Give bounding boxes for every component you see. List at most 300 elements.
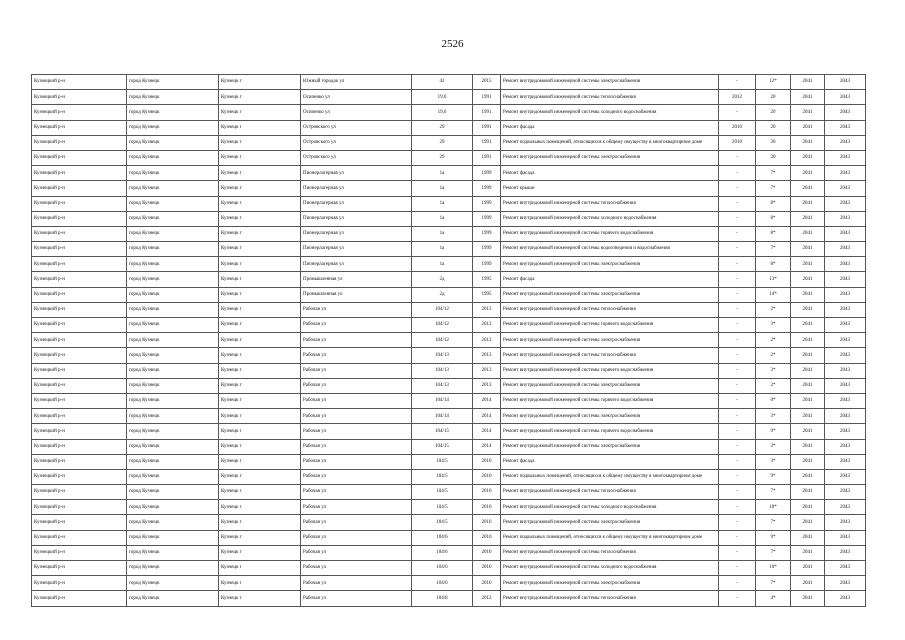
- street-cell: Рабочая ул: [301, 576, 412, 591]
- table-row: [32, 545, 866, 560]
- municipality-cell: город Кузнецк: [127, 591, 219, 606]
- work-type-cell: Ремонт внутридомовой инженерной системы водоотведения и водоснабжения: [501, 242, 719, 257]
- plan-end-year-cell: 2043: [825, 348, 866, 363]
- municipality-cell: город Кузнецк: [127, 424, 219, 439]
- last-repair-year-cell: -: [719, 302, 756, 317]
- last-repair-year-cell: -: [719, 348, 756, 363]
- district-cell: Кузнецкий р-н: [32, 302, 127, 317]
- last-repair-year-cell: -: [719, 272, 756, 287]
- district-cell: Кузнецкий р-н: [32, 393, 127, 408]
- locality-cell: Кузнецк г: [219, 120, 301, 135]
- house-number-cell: 104/6: [412, 545, 473, 560]
- table-body: [32, 75, 866, 607]
- plan-start-year-cell: 2041: [791, 75, 825, 90]
- district-cell: Кузнецкий р-н: [32, 135, 127, 150]
- table-row: [32, 75, 866, 90]
- locality-cell: Кузнецк г: [219, 90, 301, 105]
- plan-end-year-cell: 2043: [825, 135, 866, 150]
- district-cell: Кузнецкий р-н: [32, 439, 127, 454]
- plan-start-year-cell: 2041: [791, 272, 825, 287]
- locality-cell: Кузнецк г: [219, 530, 301, 545]
- plan-end-year-cell: 2043: [825, 591, 866, 606]
- plan-start-year-cell: 2041: [791, 363, 825, 378]
- table-row: [32, 515, 866, 530]
- house-number-cell: 104/15: [412, 439, 473, 454]
- last-repair-year-cell: -: [719, 287, 756, 302]
- locality-cell: Кузнецк г: [219, 545, 301, 560]
- municipality-cell: город Кузнецк: [127, 530, 219, 545]
- municipality-cell: город Кузнецк: [127, 409, 219, 424]
- municipality-cell: город Кузнецк: [127, 561, 219, 576]
- locality-cell: Кузнецк г: [219, 469, 301, 484]
- work-type-cell: Ремонт внутридомовой инженерной системы теплоснабжения: [501, 485, 719, 500]
- street-cell: Южный городок ул: [301, 75, 412, 90]
- build-year-cell: 2010: [473, 530, 501, 545]
- plan-start-year-cell: 2041: [791, 576, 825, 591]
- plan-start-year-cell: 2041: [791, 181, 825, 196]
- street-cell: Рабочая ул: [301, 469, 412, 484]
- district-cell: Кузнецкий р-н: [32, 409, 127, 424]
- last-repair-year-cell: -: [719, 393, 756, 408]
- plan-end-year-cell: 2043: [825, 363, 866, 378]
- plan-end-year-cell: 2043: [825, 302, 866, 317]
- locality-cell: Кузнецк г: [219, 181, 301, 196]
- locality-cell: Кузнецк г: [219, 105, 301, 120]
- plan-start-year-cell: 2041: [791, 135, 825, 150]
- street-cell: Рабочая ул: [301, 485, 412, 500]
- wear-percent-cell: 20: [756, 105, 791, 120]
- wear-percent-cell: 20: [756, 135, 791, 150]
- build-year-cell: 1995: [473, 287, 501, 302]
- build-year-cell: 2014: [473, 424, 501, 439]
- wear-percent-cell: 4*: [756, 591, 791, 606]
- municipality-cell: город Кузнецк: [127, 150, 219, 165]
- work-type-cell: Ремонт внутридомовой инженерной системы электроснабжения: [501, 576, 719, 591]
- last-repair-year-cell: -: [719, 469, 756, 484]
- plan-end-year-cell: 2043: [825, 196, 866, 211]
- wear-percent-cell: 20: [756, 150, 791, 165]
- wear-percent-cell: 14*: [756, 287, 791, 302]
- plan-end-year-cell: 2043: [825, 530, 866, 545]
- house-number-cell: 104/13: [412, 378, 473, 393]
- house-number-cell: 104/5: [412, 454, 473, 469]
- plan-start-year-cell: 2041: [791, 378, 825, 393]
- wear-percent-cell: 2*: [756, 333, 791, 348]
- street-cell: Рабочая ул: [301, 363, 412, 378]
- locality-cell: Кузнецк г: [219, 75, 301, 90]
- table-row: [32, 257, 866, 272]
- street-cell: Осипенко ул: [301, 105, 412, 120]
- district-cell: Кузнецкий р-н: [32, 576, 127, 591]
- district-cell: Кузнецкий р-н: [32, 150, 127, 165]
- locality-cell: Кузнецк г: [219, 409, 301, 424]
- municipality-cell: город Кузнецк: [127, 439, 219, 454]
- municipality-cell: город Кузнецк: [127, 272, 219, 287]
- plan-start-year-cell: 2041: [791, 242, 825, 257]
- plan-start-year-cell: 2041: [791, 196, 825, 211]
- house-number-cell: 1а: [412, 181, 473, 196]
- table-row: [32, 530, 866, 545]
- wear-percent-cell: 0*: [756, 424, 791, 439]
- work-type-cell: Ремонт подвальных помещений, относящихся к общему имуществу в многоквартирном доме: [501, 530, 719, 545]
- plan-end-year-cell: 2043: [825, 485, 866, 500]
- locality-cell: Кузнецк г: [219, 287, 301, 302]
- house-number-cell: 104/14: [412, 393, 473, 408]
- wear-percent-cell: 12*: [756, 75, 791, 90]
- build-year-cell: 2010: [473, 454, 501, 469]
- street-cell: Рабочая ул: [301, 561, 412, 576]
- street-cell: Промышленная ул: [301, 287, 412, 302]
- locality-cell: Кузнецк г: [219, 500, 301, 515]
- work-type-cell: Ремонт внутридомовой инженерной системы холодного водоснабжения: [501, 561, 719, 576]
- house-number-cell: 104/5: [412, 500, 473, 515]
- wear-percent-cell: 7*: [756, 181, 791, 196]
- plan-end-year-cell: 2043: [825, 90, 866, 105]
- table-row: [32, 469, 866, 484]
- district-cell: Кузнецкий р-н: [32, 75, 127, 90]
- plan-start-year-cell: 2041: [791, 287, 825, 302]
- work-type-cell: Ремонт фасада: [501, 272, 719, 287]
- work-type-cell: Ремонт фасада: [501, 454, 719, 469]
- build-year-cell: 2013: [473, 333, 501, 348]
- house-number-cell: 29: [412, 120, 473, 135]
- locality-cell: Кузнецк г: [219, 211, 301, 226]
- wear-percent-cell: 20: [756, 120, 791, 135]
- wear-percent-cell: 13*: [756, 272, 791, 287]
- street-cell: Островского ул: [301, 150, 412, 165]
- wear-percent-cell: 8*: [756, 211, 791, 226]
- locality-cell: Кузнецк г: [219, 242, 301, 257]
- build-year-cell: 1999: [473, 257, 501, 272]
- last-repair-year-cell: -: [719, 105, 756, 120]
- last-repair-year-cell: -: [719, 576, 756, 591]
- work-type-cell: Ремонт внутридомовой инженерной системы горячего водоснабжения: [501, 393, 719, 408]
- plan-end-year-cell: 2043: [825, 272, 866, 287]
- last-repair-year-cell: -: [719, 226, 756, 241]
- work-type-cell: Ремонт фасада: [501, 120, 719, 135]
- locality-cell: Кузнецк г: [219, 393, 301, 408]
- municipality-cell: город Кузнецк: [127, 181, 219, 196]
- house-number-cell: 1а: [412, 257, 473, 272]
- last-repair-year-cell: -: [719, 242, 756, 257]
- district-cell: Кузнецкий р-н: [32, 363, 127, 378]
- table-row: [32, 363, 866, 378]
- wear-percent-cell: 7*: [756, 166, 791, 181]
- table-row: [32, 272, 866, 287]
- table-row: [32, 576, 866, 591]
- wear-percent-cell: 2*: [756, 302, 791, 317]
- work-type-cell: Ремонт внутридомовой инженерной системы электроснабжения: [501, 409, 719, 424]
- wear-percent-cell: 7*: [756, 485, 791, 500]
- table-row: [32, 226, 866, 241]
- house-number-cell: 104/6: [412, 576, 473, 591]
- plan-start-year-cell: 2041: [791, 226, 825, 241]
- plan-end-year-cell: 2043: [825, 439, 866, 454]
- plan-start-year-cell: 2041: [791, 257, 825, 272]
- plan-end-year-cell: 2043: [825, 393, 866, 408]
- municipality-cell: город Кузнецк: [127, 454, 219, 469]
- house-number-cell: 1а: [412, 166, 473, 181]
- build-year-cell: 1995: [473, 272, 501, 287]
- district-cell: Кузнецкий р-н: [32, 272, 127, 287]
- build-year-cell: 2010: [473, 576, 501, 591]
- plan-start-year-cell: 2041: [791, 439, 825, 454]
- municipality-cell: город Кузнецк: [127, 393, 219, 408]
- last-repair-year-cell: -: [719, 424, 756, 439]
- plan-start-year-cell: 2041: [791, 591, 825, 606]
- wear-percent-cell: 3*: [756, 318, 791, 333]
- table-row: [32, 120, 866, 135]
- table-row: [32, 485, 866, 500]
- plan-start-year-cell: 2041: [791, 105, 825, 120]
- house-number-cell: 1а: [412, 211, 473, 226]
- municipality-cell: город Кузнецк: [127, 75, 219, 90]
- plan-end-year-cell: 2043: [825, 105, 866, 120]
- locality-cell: Кузнецк г: [219, 561, 301, 576]
- last-repair-year-cell: -: [719, 378, 756, 393]
- street-cell: Рабочая ул: [301, 318, 412, 333]
- house-number-cell: 104/14: [412, 409, 473, 424]
- last-repair-year-cell: 2010: [719, 135, 756, 150]
- work-type-cell: Ремонт внутридомовой инженерной системы теплоснабжения: [501, 90, 719, 105]
- locality-cell: Кузнецк г: [219, 135, 301, 150]
- table-row: [32, 348, 866, 363]
- table-row: [32, 393, 866, 408]
- build-year-cell: 2014: [473, 393, 501, 408]
- work-type-cell: Ремонт подвальных помещений, относящихся к общему имуществу в многоквартирном доме: [501, 135, 719, 150]
- table-row: [32, 318, 866, 333]
- municipality-cell: город Кузнецк: [127, 576, 219, 591]
- plan-end-year-cell: 2043: [825, 378, 866, 393]
- wear-percent-cell: 8*: [756, 257, 791, 272]
- plan-end-year-cell: 2043: [825, 409, 866, 424]
- work-type-cell: Ремонт внутридомовой инженерной системы теплоснабжения: [501, 302, 719, 317]
- last-repair-year-cell: -: [719, 561, 756, 576]
- last-repair-year-cell: 2010: [719, 120, 756, 135]
- table-row: [32, 105, 866, 120]
- district-cell: Кузнецкий р-н: [32, 591, 127, 606]
- plan-end-year-cell: 2043: [825, 333, 866, 348]
- district-cell: Кузнецкий р-н: [32, 105, 127, 120]
- last-repair-year-cell: -: [719, 333, 756, 348]
- house-number-cell: 19,6: [412, 90, 473, 105]
- plan-end-year-cell: 2043: [825, 515, 866, 530]
- wear-percent-cell: 7*: [756, 576, 791, 591]
- table-row: [32, 454, 866, 469]
- plan-start-year-cell: 2041: [791, 393, 825, 408]
- locality-cell: Кузнецк г: [219, 439, 301, 454]
- table-row: [32, 424, 866, 439]
- street-cell: Пионерлагерная ул: [301, 166, 412, 181]
- work-type-cell: Ремонт внутридомовой инженерной системы горячего водоснабжения: [501, 318, 719, 333]
- house-number-cell: 1а: [412, 242, 473, 257]
- work-type-cell: Ремонт крыши: [501, 181, 719, 196]
- wear-percent-cell: 20: [756, 90, 791, 105]
- street-cell: Рабочая ул: [301, 530, 412, 545]
- work-type-cell: Ремонт внутридомовой инженерной системы электроснабжения: [501, 150, 719, 165]
- municipality-cell: город Кузнецк: [127, 302, 219, 317]
- municipality-cell: город Кузнецк: [127, 333, 219, 348]
- house-number-cell: 104/13: [412, 348, 473, 363]
- municipality-cell: город Кузнецк: [127, 166, 219, 181]
- wear-percent-cell: 10*: [756, 500, 791, 515]
- locality-cell: Кузнецк г: [219, 424, 301, 439]
- municipality-cell: город Кузнецк: [127, 378, 219, 393]
- table-row: [32, 333, 866, 348]
- house-number-cell: 104/8: [412, 591, 473, 606]
- plan-end-year-cell: 2043: [825, 211, 866, 226]
- wear-percent-cell: 7*: [756, 515, 791, 530]
- last-repair-year-cell: -: [719, 318, 756, 333]
- table-row: [32, 500, 866, 515]
- work-type-cell: Ремонт внутридомовой инженерной системы холодного водоснабжения: [501, 105, 719, 120]
- build-year-cell: 2012: [473, 591, 501, 606]
- district-cell: Кузнецкий р-н: [32, 226, 127, 241]
- last-repair-year-cell: -: [719, 181, 756, 196]
- house-number-cell: 2д: [412, 287, 473, 302]
- wear-percent-cell: 7*: [756, 242, 791, 257]
- table-row: [32, 242, 866, 257]
- last-repair-year-cell: -: [719, 211, 756, 226]
- wear-percent-cell: 3*: [756, 454, 791, 469]
- district-cell: Кузнецкий р-н: [32, 257, 127, 272]
- table-row: [32, 287, 866, 302]
- table-row: [32, 166, 866, 181]
- plan-end-year-cell: 2043: [825, 424, 866, 439]
- district-cell: Кузнецкий р-н: [32, 469, 127, 484]
- build-year-cell: 1999: [473, 226, 501, 241]
- wear-percent-cell: 9*: [756, 469, 791, 484]
- street-cell: Пионерлагерная ул: [301, 211, 412, 226]
- plan-start-year-cell: 2041: [791, 150, 825, 165]
- street-cell: Рабочая ул: [301, 500, 412, 515]
- plan-end-year-cell: 2043: [825, 576, 866, 591]
- locality-cell: Кузнецк г: [219, 302, 301, 317]
- build-year-cell: 2010: [473, 485, 501, 500]
- plan-end-year-cell: 2043: [825, 287, 866, 302]
- build-year-cell: 1991: [473, 150, 501, 165]
- municipality-cell: город Кузнецк: [127, 90, 219, 105]
- district-cell: Кузнецкий р-н: [32, 166, 127, 181]
- plan-start-year-cell: 2041: [791, 469, 825, 484]
- municipality-cell: город Кузнецк: [127, 226, 219, 241]
- plan-start-year-cell: 2041: [791, 120, 825, 135]
- plan-end-year-cell: 2043: [825, 150, 866, 165]
- table-row: [32, 409, 866, 424]
- municipality-cell: город Кузнецк: [127, 105, 219, 120]
- build-year-cell: 2010: [473, 545, 501, 560]
- build-year-cell: 2014: [473, 409, 501, 424]
- plan-end-year-cell: 2043: [825, 500, 866, 515]
- municipality-cell: город Кузнецк: [127, 363, 219, 378]
- house-number-cell: 104/5: [412, 485, 473, 500]
- house-number-cell: 104/5: [412, 469, 473, 484]
- build-year-cell: 1999: [473, 242, 501, 257]
- last-repair-year-cell: -: [719, 454, 756, 469]
- street-cell: Промышленная ул: [301, 272, 412, 287]
- plan-start-year-cell: 2041: [791, 318, 825, 333]
- locality-cell: Кузнецк г: [219, 591, 301, 606]
- build-year-cell: 1991: [473, 120, 501, 135]
- plan-start-year-cell: 2041: [791, 409, 825, 424]
- last-repair-year-cell: -: [719, 409, 756, 424]
- locality-cell: Кузнецк г: [219, 166, 301, 181]
- plan-start-year-cell: 2041: [791, 302, 825, 317]
- last-repair-year-cell: -: [719, 150, 756, 165]
- locality-cell: Кузнецк г: [219, 576, 301, 591]
- table-row: [32, 378, 866, 393]
- wear-percent-cell: 0*: [756, 393, 791, 408]
- plan-end-year-cell: 2043: [825, 242, 866, 257]
- street-cell: Островского ул: [301, 120, 412, 135]
- locality-cell: Кузнецк г: [219, 196, 301, 211]
- last-repair-year-cell: -: [719, 545, 756, 560]
- plan-end-year-cell: 2043: [825, 75, 866, 90]
- house-number-cell: 19,6: [412, 105, 473, 120]
- build-year-cell: 2010: [473, 515, 501, 530]
- plan-end-year-cell: 2043: [825, 226, 866, 241]
- plan-start-year-cell: 2041: [791, 333, 825, 348]
- plan-start-year-cell: 2041: [791, 211, 825, 226]
- work-type-cell: Ремонт внутридомовой инженерной системы теплоснабжения: [501, 348, 719, 363]
- build-year-cell: 2013: [473, 363, 501, 378]
- build-year-cell: 2010: [473, 469, 501, 484]
- house-number-cell: 104/13: [412, 363, 473, 378]
- street-cell: Рабочая ул: [301, 393, 412, 408]
- plan-end-year-cell: 2043: [825, 469, 866, 484]
- plan-start-year-cell: 2041: [791, 561, 825, 576]
- build-year-cell: 1999: [473, 196, 501, 211]
- street-cell: Рабочая ул: [301, 378, 412, 393]
- house-number-cell: 42: [412, 75, 473, 90]
- work-type-cell: Ремонт внутридомовой инженерной системы электроснабжения: [501, 439, 719, 454]
- street-cell: Рабочая ул: [301, 333, 412, 348]
- plan-end-year-cell: 2043: [825, 257, 866, 272]
- municipality-cell: город Кузнецк: [127, 348, 219, 363]
- plan-start-year-cell: 2041: [791, 500, 825, 515]
- district-cell: Кузнецкий р-н: [32, 333, 127, 348]
- district-cell: Кузнецкий р-н: [32, 287, 127, 302]
- build-year-cell: 1999: [473, 211, 501, 226]
- district-cell: Кузнецкий р-н: [32, 90, 127, 105]
- district-cell: Кузнецкий р-н: [32, 454, 127, 469]
- work-type-cell: Ремонт подвальных помещений, относящихся к общему имуществу в многоквартирном доме: [501, 469, 719, 484]
- municipality-cell: город Кузнецк: [127, 135, 219, 150]
- locality-cell: Кузнецк г: [219, 363, 301, 378]
- work-type-cell: Ремонт внутридомовой инженерной системы холодного водоснабжения: [501, 500, 719, 515]
- municipality-cell: город Кузнецк: [127, 485, 219, 500]
- build-year-cell: 2013: [473, 348, 501, 363]
- work-type-cell: Ремонт внутридомовой инженерной системы холодного водоснабжения: [501, 211, 719, 226]
- locality-cell: Кузнецк г: [219, 485, 301, 500]
- locality-cell: Кузнецк г: [219, 333, 301, 348]
- build-year-cell: 1999: [473, 166, 501, 181]
- table-row: [32, 591, 866, 606]
- table-row: [32, 211, 866, 226]
- district-cell: Кузнецкий р-н: [32, 424, 127, 439]
- build-year-cell: 1991: [473, 135, 501, 150]
- table-row: [32, 439, 866, 454]
- locality-cell: Кузнецк г: [219, 348, 301, 363]
- locality-cell: Кузнецк г: [219, 150, 301, 165]
- district-cell: Кузнецкий р-н: [32, 211, 127, 226]
- plan-start-year-cell: 2041: [791, 90, 825, 105]
- house-number-cell: 104/15: [412, 424, 473, 439]
- table-row: [32, 150, 866, 165]
- district-cell: Кузнецкий р-н: [32, 181, 127, 196]
- plan-start-year-cell: 2041: [791, 166, 825, 181]
- work-type-cell: Ремонт внутридомовой инженерной системы теплоснабжения: [501, 545, 719, 560]
